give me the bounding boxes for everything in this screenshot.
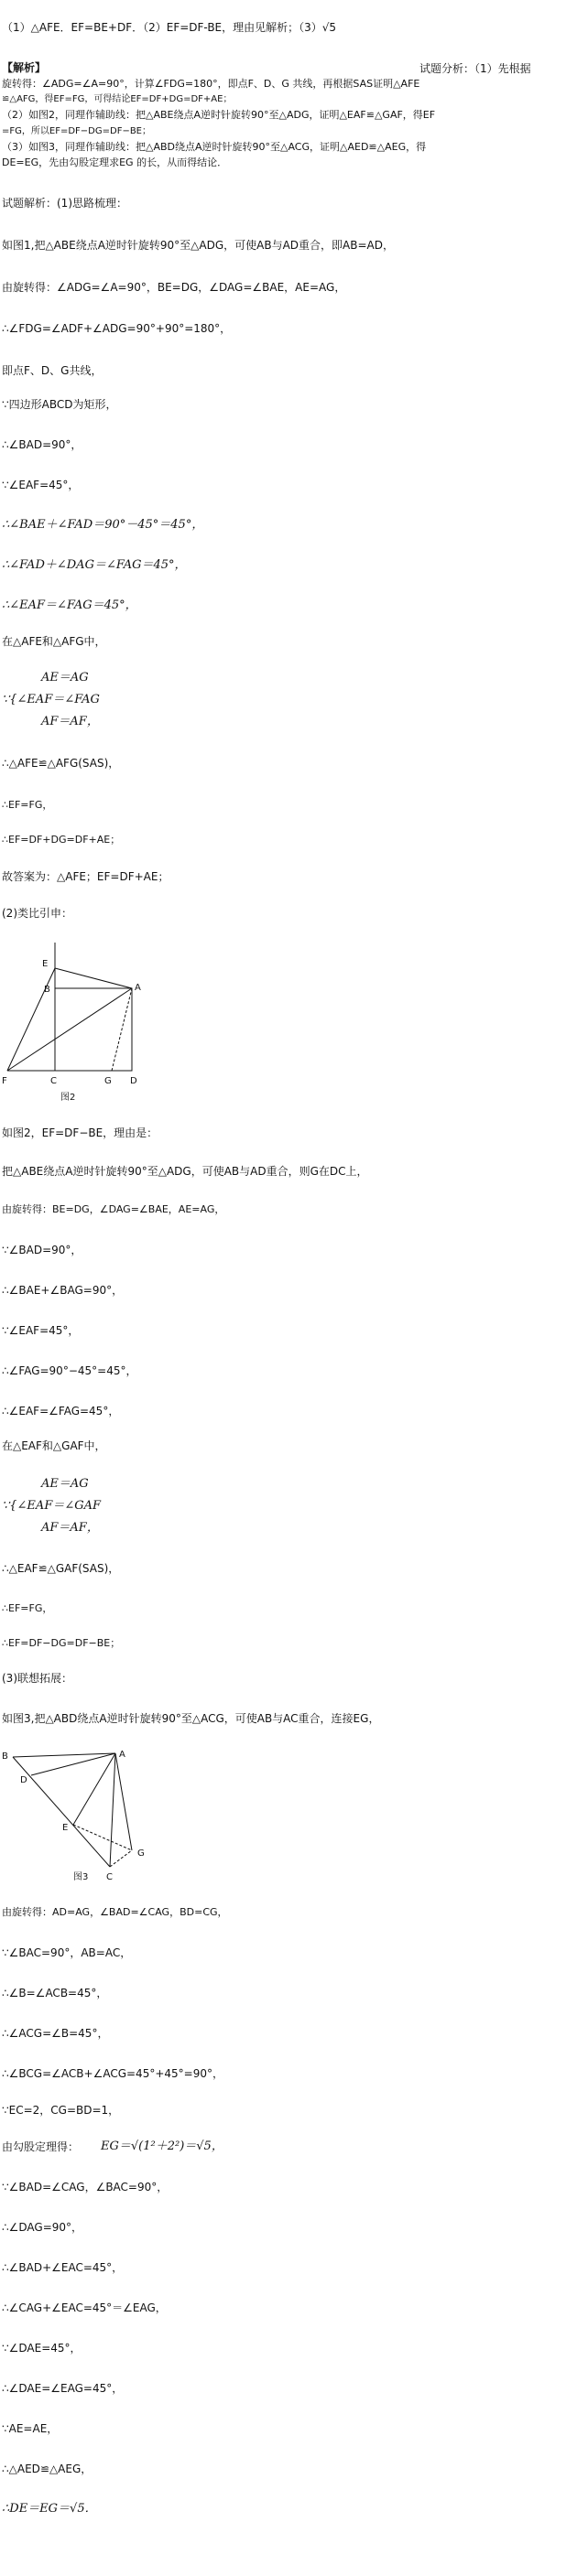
final-answer: ∴DE＝EG＝√5． xyxy=(2,2502,97,2516)
fig3-label-d: D xyxy=(20,1775,27,1785)
solution-line: ∴∠DAG=90°， xyxy=(2,2221,83,2234)
solution-line: ∴∠DAE=∠EAG=45°， xyxy=(2,2382,124,2395)
figure-2 xyxy=(0,943,156,1107)
solution-line: ∵EC=2，CG=BD=1， xyxy=(2,2104,120,2117)
fig3-caption: 图3 xyxy=(73,1872,89,1882)
jiexi-label: 【解析】 xyxy=(2,61,47,74)
solution-line: ∴∠BAE＋∠FAD＝90°－45°＝45°， xyxy=(2,518,204,532)
solution-line: 由旋转得：BE=DG，∠DAG=∠BAE，AE=AG， xyxy=(2,1203,225,1215)
equation-system-row: AE＝AG xyxy=(41,1477,89,1491)
equation-system-row: ∵{∠EAF＝∠GAF xyxy=(2,1499,102,1513)
fig3-label-e: E xyxy=(62,1823,69,1833)
equation-system-row: ∵{∠EAF＝∠FAG xyxy=(2,693,100,706)
solution-line: ∵∠DAE=45°， xyxy=(2,2342,82,2355)
solution-line: ∴∠BAD+∠EAC=45°， xyxy=(2,2261,124,2274)
solution-line: ∴∠EAF＝∠FAG＝45°， xyxy=(2,598,137,612)
analysis-title: 试题分析：（1）先根据 xyxy=(419,62,531,75)
fig2-label-e: E xyxy=(42,959,49,969)
solution-line: ∵∠BAD=90°， xyxy=(2,1244,82,1256)
solution-line: ∵∠BAC=90°，AB=AC， xyxy=(2,1946,132,1959)
solution-line: 在△EAF和△GAF中， xyxy=(2,1439,106,1452)
fig2-label-d: D xyxy=(130,1076,137,1086)
solution-line: ∴EF=FG， xyxy=(2,1602,53,1614)
solution-line: ∵∠EAF=45°， xyxy=(2,1324,80,1337)
fig3-label-c: C xyxy=(106,1872,113,1882)
pythagoras-equation: EG＝√(1²＋2²)＝√5， xyxy=(101,2139,223,2153)
solution-line: ∵∠BAD=∠CAG，∠BAC=90°， xyxy=(2,2181,169,2193)
solution-line: ∴∠CAG+∠EAC=45°＝∠EAG， xyxy=(2,2301,167,2314)
fig2-label-g: G xyxy=(104,1076,112,1086)
solution-line: ∴△AFE≌△AFG(SAS)， xyxy=(2,757,120,770)
fig3-label-b: B xyxy=(2,1751,8,1762)
solution-line: ∴∠FDG=∠ADF+∠ADG=90°+90°=180°， xyxy=(2,322,232,335)
solution-line: ∴∠FAG=90°−45°=45°， xyxy=(2,1364,137,1377)
fig3-label-a: A xyxy=(119,1750,125,1760)
analysis-line: DE=EG，先由勾股定理求EG 的长，从而得结论． xyxy=(2,156,228,168)
analysis-line: （2）如图2，同理作辅助线：把△ABE绕点A逆时针旋转90°至△ADG，证明△EAF≌△GAF，得EF xyxy=(2,109,436,121)
solution-line: 即点F、D、G共线， xyxy=(2,364,103,377)
fig2-label-f: F xyxy=(2,1076,7,1086)
solution-line: 在△AFE和△AFG中， xyxy=(2,635,106,648)
solution-line: ∴∠B=∠ACB=45°， xyxy=(2,1987,108,1999)
solution-line: 故答案为：△AFE；EF=DF+AE； xyxy=(2,870,169,883)
fig2-label-b: B xyxy=(44,985,50,995)
equation-system-row: AF＝AF， xyxy=(41,1521,99,1535)
solution-line: 把△ABE绕点A逆时针旋转90°至△ADG，可使AB与AD重合，则G在DC上， xyxy=(2,1165,368,1178)
solution-line: ∴∠ACG=∠B=45°， xyxy=(2,2027,109,2040)
solution-line: 由旋转得：∠ADG=∠A=90°，BE=DG，∠DAG=∠BAE，AE=AG， xyxy=(2,281,346,294)
fig2-label-a: A xyxy=(135,983,141,993)
analysis-line: ≌△AFG，得EF=FG，可得结论EF=DF+DG=DF+AE； xyxy=(2,94,233,104)
solution-line: ∵AE=AE， xyxy=(2,2422,59,2435)
solution-line: ∴△EAF≌△GAF(SAS)， xyxy=(2,1562,120,1575)
solution-line: ∴∠BAE+∠BAG=90°， xyxy=(2,1284,124,1297)
answer-summary: （1）△AFE．EF=BE+DF．（2）EF=DF-BE，理由见解析；（3）√5 xyxy=(2,21,337,34)
solution-line: 如图3,把△ABD绕点A逆时针旋转90°至△ACG，可使AB与AC重合，连接EG， xyxy=(2,1712,380,1725)
fig3-label-g: G xyxy=(137,1848,145,1859)
solution-line: ∴∠BAD=90°， xyxy=(2,438,82,451)
solution-line: ∴∠BCG=∠ACB+∠ACG=45°+45°=90°， xyxy=(2,2067,223,2080)
figure-3 xyxy=(0,1748,165,1903)
equation-system-row: AE＝AG xyxy=(41,671,89,684)
solution-line: ∵∠EAF=45°， xyxy=(2,479,80,491)
analysis-line: 旋转得：∠ADG=∠A=90°，计算∠FDG=180°，即点F、D、G 共线，再根据SAS证明△AFE xyxy=(2,78,420,90)
solution-line: ∴EF=DF+DG=DF+AE； xyxy=(2,834,121,846)
solution-line: 由勾股定理得： xyxy=(2,2140,80,2153)
analysis-line: =FG，所以EF=DF−DG=DF−BE； xyxy=(2,126,151,136)
part3-heading: (3)联想拓展： xyxy=(2,1672,72,1685)
solution-line: 由旋转得：AD=AG，∠BAD=∠CAG，BD=CG， xyxy=(2,1906,228,1918)
solution-line: 如图2，EF=DF−BE，理由是： xyxy=(2,1126,158,1139)
solution-line: 如图1,把△ABE绕点A逆时针旋转90°至△ADG，可使AB与AD重合，即AB=AD， xyxy=(2,239,394,252)
solution-line: ∴EF=FG， xyxy=(2,799,53,811)
fig2-caption: 图2 xyxy=(60,1093,76,1103)
part1-heading: 试题解析：(1)思路梳理： xyxy=(2,197,127,210)
solution-line: ∴△AED≌△AEG， xyxy=(2,2463,93,2475)
solution-line: ∴∠EAF=∠FAG=45°， xyxy=(2,1405,120,1417)
analysis-line: （3）如图3，同理作辅助线：把△ABD绕点A逆时针旋转90°至△ACG，证明△AED≌△AEG，得 xyxy=(2,141,427,153)
equation-system-row: AF＝AF， xyxy=(41,715,99,728)
solution-line: ∴∠FAD＋∠DAG＝∠FAG＝45°， xyxy=(2,558,187,572)
fig2-label-c: C xyxy=(50,1076,57,1086)
part2-heading: (2)类比引申： xyxy=(2,907,72,920)
solution-line: ∴EF=DF−DG=DF−BE； xyxy=(2,1637,121,1649)
solution-line: ∵四边形ABCD为矩形， xyxy=(2,398,117,411)
